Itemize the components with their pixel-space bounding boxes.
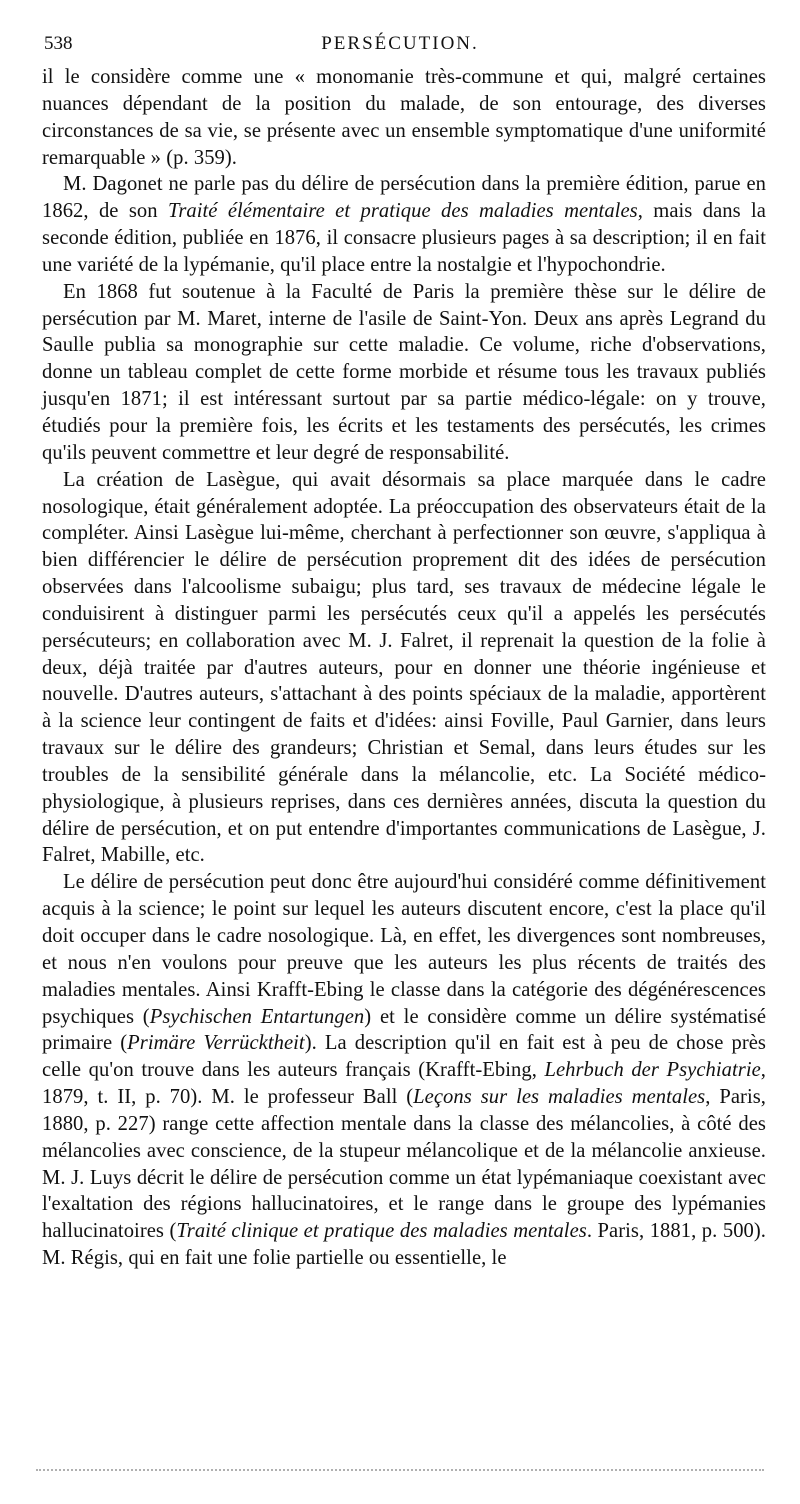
paragraph	[42, 467, 766, 870]
italic-title-ref: Leçons sur les maladies mentales	[413, 1086, 706, 1109]
text-run: Le délire de persécution peut donc être aujourd'hui considéré comme définitivement acquis à la science; le point sur lequel les auteurs discutent encore, c'est la place qu'il doit occuper dans le cadre nosologique. Là, en effet, les divergences sont nombreuses, et nous n'en voulons pour preuve que les auteurs les plus récents de traités des maladies mentales. Ainsi Krafft-Ebing le classe dans la catégorie des dégénérescences psychiques (	[42, 871, 766, 1028]
paragraph	[42, 64, 766, 171]
text-run: En 1868 fut soutenue à la Faculté de Paris la première thèse sur le délire de persécution par M. Maret, interne de l'asile de Saint-Yon. Deux ans après Legrand du Saulle publia sa monographie sur cette maladie. Ce volume, riche d'observations, donne un tableau complet de cette forme morbide et résume tous les travaux publiés jusqu'en 1871; il est intéressant surtout par sa partie médico-légale: on y trouve, étudiés pour la première fois, les écrits et les testaments des persécutés, les crimes qu'ils peuvent commettre et leur degré de responsabilité.	[42, 280, 766, 464]
italic-title-ref: Psychischen Entartungen	[149, 1005, 365, 1028]
body-text	[42, 64, 766, 1272]
italic-title-ref: Traité élémentaire et pratique des maladies mentales	[167, 200, 638, 223]
text-run: ) et le considère comme un délire systématisé primaire (	[42, 1005, 767, 1055]
text-run: M. Dagonet ne parle pas du délire de persécution dans la première édition, parue en 1862, de son	[42, 173, 766, 223]
paragraph	[42, 279, 766, 467]
paragraph	[42, 869, 766, 1272]
paragraph	[42, 171, 766, 278]
running-title: PERSÉCUTION.	[321, 33, 479, 54]
italic-title-ref: Lehrbuch der Psychiatrie	[544, 1059, 761, 1082]
bottom-rule	[36, 1469, 764, 1471]
text-run: ). La description qu'il en fait est à peu de chose près celle qu'on trouve dans les auteurs français (Krafft-Ebing,	[42, 1032, 766, 1082]
text-run: La création de Lasègue, qui avait désormais sa place marquée dans le cadre nosologique, était généralement adoptée. La préoccupation des observateurs était de la compléter. Ainsi Lasègue lui-même, cherchant à perfectionner son œuvre, s'appliqua à bien différencier le délire de persécution proprement dit des idées de persécution observées dans l'alcoolisme subaigu; plus tard, ses travaux de médecine légale le conduisirent à distinguer parmi les persécutés ceux qu'il a appelés les persécutés persécuteurs; en collaboration avec M. J. Falret, il reprenait la question de la folie à deux, déjà traitée par d'autres auteurs, pour en donner une théorie ingénieuse et nouvelle. D'autres auteurs, s'attachant à des points spéciaux de la maladie, apportèrent à la science leur contingent de faits et d'idées: ainsi Foville, Paul Garnier, dans leurs travaux sur le délire des grandeurs; Christian et Semal, dans leurs études sur les troubles de la sensibilité générale dans la mélancolie, etc. La Société médico-physiologique, à plusieurs reprises, dans ces dernières années, discuta la question du délire de persécution, et on put entendre d'importantes communications de Lasègue, J. Falret, Mabille, etc.	[42, 468, 766, 867]
italic-title-ref: Traité clinique et pratique des maladies mentales	[176, 1220, 587, 1243]
running-head	[44, 32, 756, 56]
text-run: il le considère comme une « monomanie très-commune et qui, malgré certaines nuances dépendant de la position du malade, de son entourage, des diverses circonstances de sa vie, se présente avec un ensemble symptomatique d'une uniformité remarquable » (p. 359).	[42, 66, 766, 169]
italic-title-ref: Primäre Verrücktheit	[127, 1032, 305, 1055]
text-run: . Paris, 1881, p. 500). M. Régis, qui en fait une folie partielle ou essentielle, le	[42, 1220, 766, 1270]
page-number: 538	[44, 33, 73, 54]
text-run: , mais dans la seconde édition, publiée en 1876, il consacre plusieurs pages à sa description; il en fait une variété de la lypémanie, qu'il place entre la nostalgie et l'hypochondrie.	[42, 200, 766, 276]
text-run: , Paris, 1880, p. 227) range cette affection mentale dans la classe des mélancolies, à côté des mélancolies avec conscience, de la stupeur mélancolique et de la mélancolie anxieuse. M. J. Luys décrit le délire de persécution comme un état lypémaniaque coexistant avec l'exaltation des régions hallucinatoires, et le range dans le groupe des lypémanies hallucinatoires (	[42, 1086, 766, 1243]
text-run: , 1879, t. II, p. 70). M. le professeur Ball (	[42, 1059, 766, 1109]
